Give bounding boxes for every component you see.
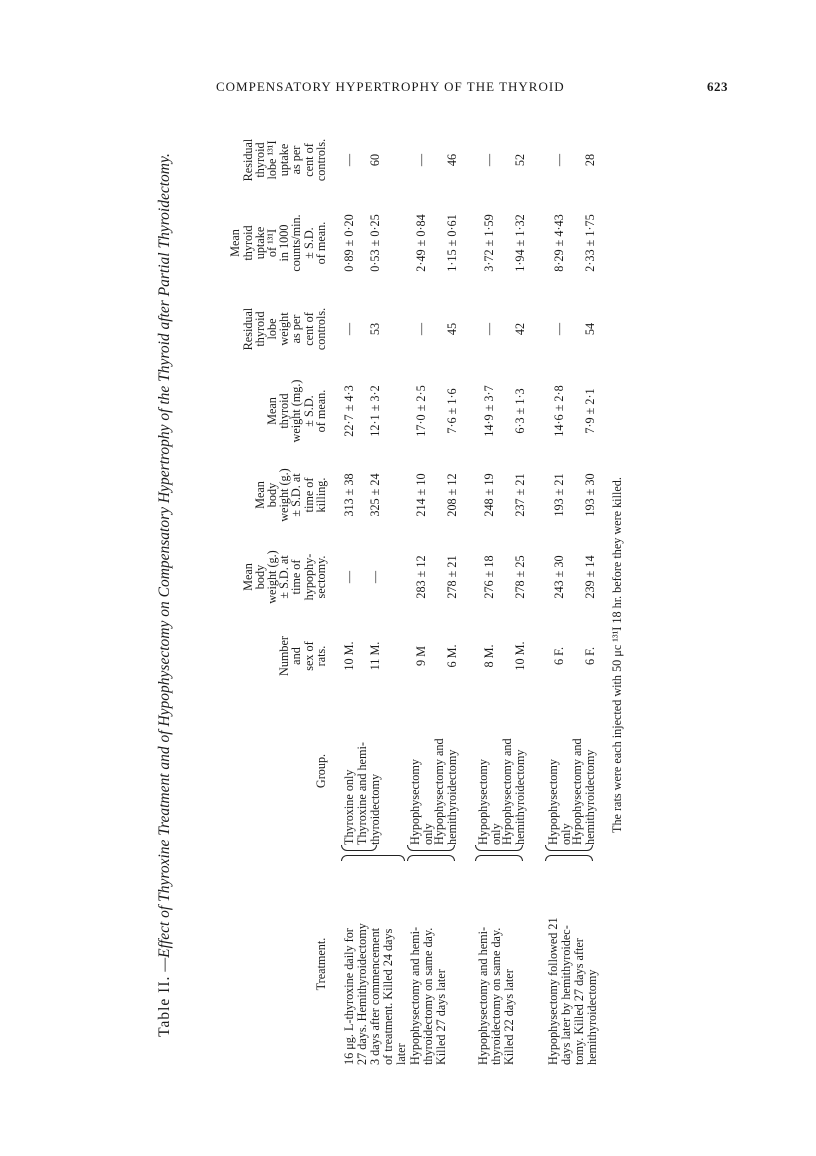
header-treatment: Treatment. — [313, 937, 328, 991]
bw-killing-cell: 193 ± 21 — [552, 473, 567, 517]
header-thyroid-weight-line: thyroid — [277, 393, 292, 429]
group-cell — [571, 697, 596, 845]
header-bw-hypophysectomy — [242, 537, 327, 617]
bw-killing-cell: 237 ± 21 — [512, 473, 527, 517]
group-line: only — [420, 823, 435, 845]
treatment-line: 27 days. Hemithyroidectomy — [355, 923, 369, 1065]
header-residual-uptake-line: cent of — [301, 143, 316, 177]
header-residual-uptake-line: uptake — [277, 143, 292, 177]
header-bw-killing — [254, 457, 327, 533]
treatment-line: days later by hemithyroidec- — [559, 925, 573, 1065]
header-number — [278, 623, 327, 689]
group-line: Hypophysectomy — [546, 759, 560, 845]
group-line: Hypophysectomy and — [570, 738, 584, 845]
header-residual-weight-line: Residual — [240, 307, 255, 351]
group-cell — [356, 697, 381, 845]
group-brace — [545, 845, 593, 851]
number-cell: 10 M. — [512, 641, 527, 671]
header-residual-weight-line: controls. — [313, 307, 328, 351]
header-residual-weight-line: weight — [277, 312, 292, 346]
group-brace — [341, 845, 377, 851]
header-bw-killing-line: weight (g.) — [277, 468, 292, 522]
header-residual-uptake — [242, 127, 327, 193]
uptake-cell: 1·94 ± 1·32 — [512, 214, 527, 272]
header-uptake-line: of mean. — [313, 221, 328, 265]
number-cell: 10 M. — [342, 641, 356, 671]
residual-weight-cell: 45 — [444, 322, 459, 336]
group-line: hemithyroidectomy — [582, 749, 597, 845]
bw-killing-cell: 325 ± 24 — [367, 473, 382, 517]
uptake-cell: 2·33 ± 1·75 — [582, 214, 597, 272]
header-uptake-line: ± S.D. — [301, 227, 316, 259]
residual-uptake-cell: 46 — [444, 153, 459, 167]
header-bw-hypophysectomy-line: sectomy. — [313, 555, 328, 599]
header-number-line: rats. — [313, 645, 328, 667]
treatment-brace — [545, 855, 593, 861]
uptake-cell: 1·15 ± 0·61 — [444, 214, 459, 272]
header-residual-uptake-line: controls. — [313, 138, 328, 182]
header-residual-weight-line: as per — [289, 314, 304, 344]
running-head-title: COMPENSATORY HYPERTROPHY OF THE THYROID — [216, 79, 565, 94]
group-cell — [547, 697, 572, 845]
residual-weight-cell: — — [482, 322, 497, 336]
residual-uptake-cell: 52 — [512, 153, 527, 167]
header-residual-uptake-line: thyroid — [252, 142, 267, 178]
bw-hypophysectomy-cell: 278 ± 21 — [444, 555, 459, 599]
header-uptake-line: Mean — [228, 229, 243, 257]
residual-weight-cell: — — [552, 322, 567, 336]
header-bw-killing-line: Mean — [252, 481, 267, 509]
treatment-line: Killed 27 days later — [434, 969, 448, 1065]
bw-killing-cell: 208 ± 12 — [444, 473, 459, 517]
header-thyroid-weight — [266, 369, 327, 453]
number-cell: 9 M — [414, 646, 429, 666]
header-bw-hypophysectomy-line: ± S.D. at — [277, 555, 292, 599]
header-residual-weight — [242, 293, 327, 365]
treatment-line: Hypophysectomy followed 21 — [546, 917, 560, 1065]
residual-uptake-cell: 60 — [367, 153, 382, 167]
header-uptake-line: counts/min. — [289, 214, 304, 272]
bw-hypophysectomy-cell: 243 ± 30 — [552, 555, 567, 599]
header-uptake — [229, 197, 327, 289]
group-brace — [407, 845, 455, 851]
header-number-line: and — [289, 647, 304, 665]
caption-label: Table II. — [156, 975, 173, 1037]
thyroid-weight-cell: 6·3 ± 1·3 — [512, 388, 527, 434]
treatment-brace — [407, 855, 455, 861]
number-cell: 8 M. — [482, 644, 497, 668]
header-bw-killing-line: ± S.D. at — [289, 473, 304, 517]
number-cell: 6 M. — [444, 644, 459, 668]
number-cell: 6 F. — [582, 647, 597, 665]
treatment-line: thyroidectomy on same day. — [421, 927, 435, 1065]
treatment-brace — [341, 855, 405, 861]
running-head — [0, 79, 816, 99]
caption-text: —Effect of Thyroxine Treatment and of Hypophysectomy on Compensatory Hypertrophy of the Thyroid after Partial Thyroidectomy. — [156, 153, 173, 972]
bw-hypophysectomy-cell: — — [367, 570, 382, 584]
residual-uptake-cell: 28 — [582, 153, 597, 167]
bw-killing-cell: 313 ± 38 — [342, 473, 356, 517]
header-bw-hypophysectomy-line: body — [252, 564, 267, 590]
header-uptake-line: in 1000 — [277, 224, 292, 262]
bw-killing-cell: 214 ± 10 — [414, 473, 429, 517]
header-bw-hypophysectomy-line: Mean — [240, 563, 255, 591]
treatment-cell — [477, 863, 516, 1065]
group-cell — [343, 697, 356, 845]
treatment-line: of treatment. Killed 24 days — [381, 928, 395, 1065]
rotated-table — [155, 125, 635, 1065]
residual-uptake-cell: — — [414, 153, 429, 167]
number-cell: 6 F. — [552, 647, 567, 665]
group-cell — [501, 697, 526, 845]
treatment-line: 3 days after commencement — [368, 927, 382, 1065]
residual-weight-cell: — — [342, 322, 356, 336]
header-number-line: sex of — [301, 641, 316, 671]
treatment-cell — [547, 863, 599, 1065]
group-line: only — [488, 823, 503, 845]
header-thyroid-weight-line: weight (mg.) — [289, 379, 304, 443]
group-line: only — [558, 823, 573, 845]
bw-hypophysectomy-cell: 276 ± 18 — [482, 555, 497, 599]
treatment-line: Killed 22 days later — [502, 969, 516, 1065]
thyroid-weight-cell: 7·9 ± 2·1 — [582, 388, 597, 434]
residual-uptake-cell: — — [342, 153, 356, 167]
treatment-cell — [343, 863, 408, 1065]
residual-uptake-cell: — — [482, 153, 497, 167]
thyroid-weight-cell: 7·6 ± 1·6 — [444, 388, 459, 434]
treatment-line: Hypophysectomy and hemi- — [408, 926, 422, 1065]
residual-uptake-cell: — — [552, 153, 567, 167]
page-number: 623 — [707, 79, 728, 94]
header-residual-uptake-line: lobe ¹³¹I — [265, 140, 279, 180]
thyroid-weight-cell: 12·1 ± 3·2 — [367, 385, 382, 437]
bw-hypophysectomy-cell: 239 ± 14 — [582, 555, 597, 599]
header-thyroid-weight-line: Mean — [265, 397, 279, 425]
group-cell — [433, 697, 458, 845]
thyroid-weight-cell: 14·6 ± 2·8 — [552, 385, 567, 437]
table-footnote: The rats were each injected with 50 μc ¹³¹I 18 hr. before they were killed. — [610, 477, 624, 833]
bw-hypophysectomy-cell: 278 ± 25 — [512, 555, 527, 599]
header-thyroid-weight-line: of mean. — [313, 389, 328, 433]
header-uptake-line: thyroid — [240, 225, 255, 261]
group-line: Thyroxine only — [342, 769, 356, 845]
thyroid-weight-cell: 17·0 ± 2·5 — [414, 385, 429, 437]
treatment-line: Hypophysectomy and hemi- — [476, 926, 490, 1065]
residual-weight-cell: 53 — [367, 322, 382, 336]
header-bw-killing-line: killing. — [313, 477, 328, 513]
header-residual-weight-line: cent of — [301, 312, 316, 346]
treatment-line: hemithyroidectomy — [585, 969, 599, 1065]
bw-killing-cell: 248 ± 19 — [482, 473, 497, 517]
header-bw-hypophysectomy-line: weight (g.) — [265, 550, 279, 604]
treatment-cell — [409, 863, 448, 1065]
uptake-cell: 8·29 ± 4·43 — [552, 214, 567, 272]
header-thyroid-weight-line: ± S.D. — [301, 395, 316, 427]
group-line: Hypophysectomy — [408, 759, 422, 845]
header-bw-killing-line: body — [265, 482, 279, 508]
thyroid-weight-cell: 14·9 ± 3·7 — [482, 385, 497, 437]
group-line: Hypophysectomy and — [500, 738, 514, 845]
group-line: Hypophysectomy and — [432, 738, 446, 845]
group-line: Thyroxine and hemi- — [355, 742, 369, 845]
group-cell — [477, 697, 502, 845]
uptake-cell: 0·89 ± 0·20 — [342, 214, 356, 272]
treatment-line: tomy. Killed 27 days after — [572, 938, 586, 1065]
uptake-cell: 3·72 ± 1·59 — [482, 214, 497, 272]
header-number-line: Number — [277, 636, 292, 676]
uptake-cell: 2·49 ± 0·84 — [414, 214, 429, 272]
header-residual-weight-line: lobe — [265, 318, 279, 340]
header-residual-uptake-line: Residual — [240, 138, 255, 182]
bw-hypophysectomy-cell: — — [342, 570, 356, 584]
bw-killing-cell: 193 ± 30 — [582, 473, 597, 517]
group-line: hemithyroidectomy — [512, 749, 527, 845]
residual-weight-cell: 54 — [582, 322, 597, 336]
residual-weight-cell: 42 — [512, 322, 527, 336]
table-caption — [155, 125, 174, 1065]
group-cell — [409, 697, 434, 845]
group-line: thyroidectomy — [367, 773, 382, 845]
group-line: Hypophysectomy — [476, 759, 490, 845]
header-residual-uptake-line: as per — [289, 145, 304, 175]
uptake-cell: 0·53 ± 0·25 — [367, 214, 382, 272]
bw-hypophysectomy-cell: 283 ± 12 — [414, 555, 429, 599]
header-uptake-line: of ¹³¹I — [265, 228, 279, 258]
header-residual-weight-line: thyroid — [252, 311, 267, 347]
thyroid-weight-cell: 22·7 ± 4·3 — [342, 385, 356, 437]
group-brace — [475, 845, 523, 851]
header-bw-killing-line: time of — [301, 477, 316, 513]
header-bw-hypophysectomy-line: time of — [289, 559, 304, 595]
header-uptake-line: uptake — [252, 226, 267, 260]
treatment-line: thyroidectomy on same day. — [489, 927, 503, 1065]
treatment-line: later — [394, 1043, 408, 1065]
header-group: Group. — [313, 753, 328, 789]
number-cell: 11 M. — [367, 641, 382, 671]
group-line: hemithyroidectomy — [444, 749, 459, 845]
treatment-brace — [475, 855, 523, 861]
treatment-line: 16 μg. L-thyroxine daily for — [342, 928, 356, 1065]
residual-weight-cell: — — [414, 322, 429, 336]
header-bw-hypophysectomy-line: hypophy- — [301, 553, 316, 601]
